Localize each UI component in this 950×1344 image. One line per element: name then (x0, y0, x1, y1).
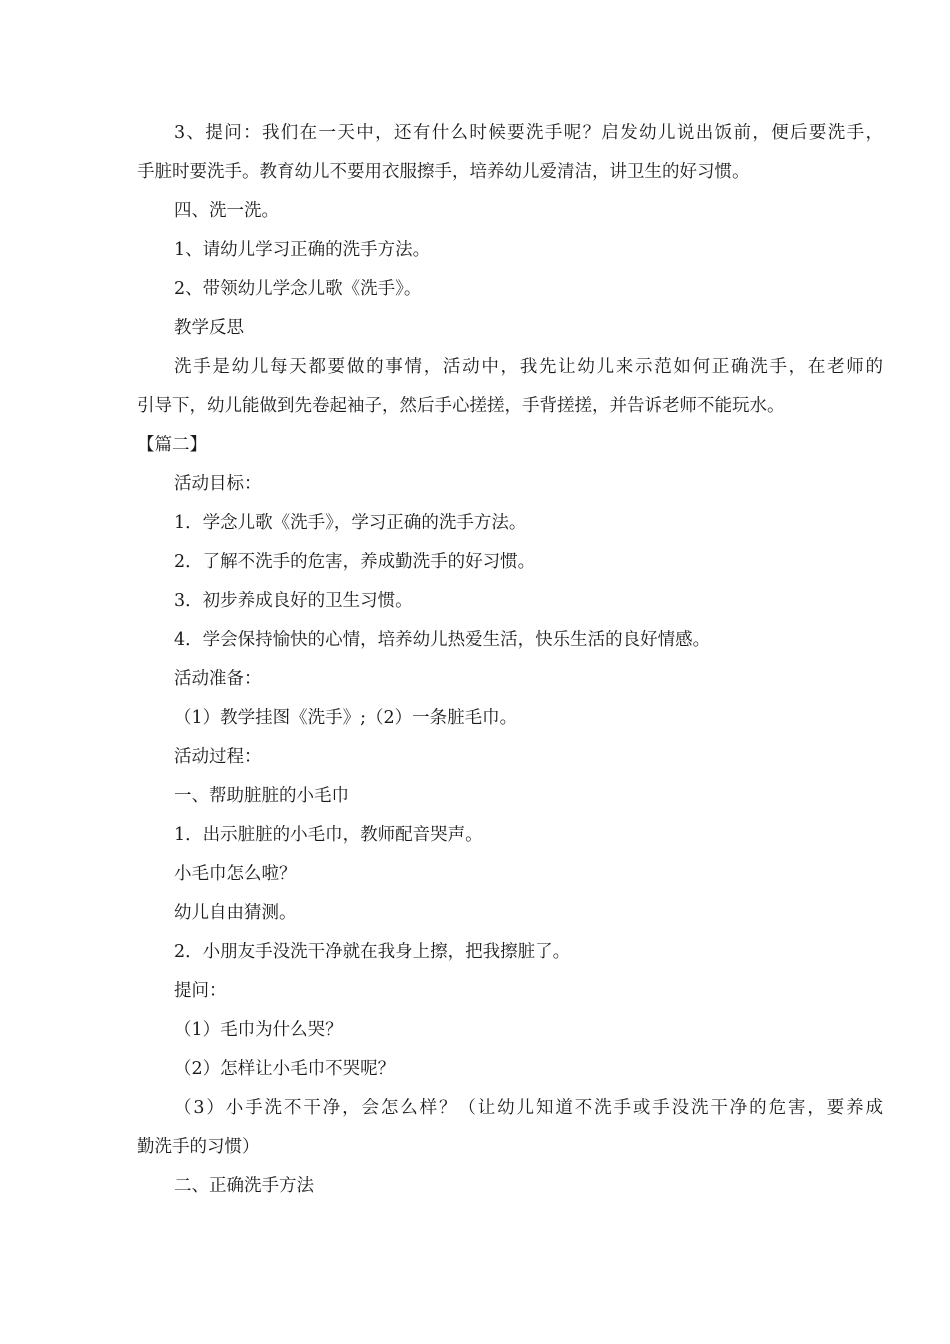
text-line: 2．小朋友手没洗干净就在我身上擦，把我擦脏了。 (174, 942, 571, 962)
text-line: 勤洗手的习惯） (137, 1137, 260, 1157)
text-line: 活动过程： (174, 747, 262, 767)
text-line: 引导下，幼儿能做到先卷起袖子，然后手心搓搓，手背搓搓，并告诉老师不能玩水。 (137, 396, 785, 416)
text-line: 二、正确洗手方法 (174, 1176, 314, 1196)
text-line: 提问： (174, 981, 227, 1001)
text-line: 活动准备： (174, 669, 262, 689)
text-line: 洗手是幼儿每天都要做的事情，活动中，我先让幼儿来示范如何正确洗手，在老师的 (174, 357, 883, 377)
text-line: 1．学念儿歌《洗手》，学习正确的洗手方法。 (174, 513, 527, 533)
text-line: （3）小手洗不干净，会怎么样？（让幼儿知道不洗手或手没洗干净的危害，要养成 (174, 1098, 883, 1118)
text-line: 活动目标： (174, 474, 262, 494)
text-line: 手脏时要洗手。教育幼儿不要用衣服擦手，培养幼儿爱清洁，讲卫生的好习惯。 (137, 162, 750, 182)
text-line: （2）怎样让小毛巾不哭呢？ (174, 1059, 396, 1079)
section-heading: 【篇二】 (137, 435, 207, 455)
text-line: 4．学会保持愉快的心情，培养幼儿热爱生活，快乐生活的良好情感。 (174, 630, 711, 650)
document-body (137, 114, 883, 1206)
text-line: 教学反思 (174, 318, 244, 338)
text-line: （1）教学挂图《洗手》;（2）一条脏毛巾。 (174, 708, 518, 728)
text-line: 3、提问：我们在一天中，还有什么时候要洗手呢？启发幼儿说出饭前，便后要洗手， (174, 123, 883, 143)
text-line: 一、帮助脏脏的小毛巾 (174, 786, 349, 806)
text-line: 小毛巾怎么啦？ (174, 864, 297, 884)
text-line: （1）毛巾为什么哭？ (174, 1020, 343, 1040)
text-line: 2、带领幼儿学念儿歌《洗手》。 (174, 279, 422, 299)
text-line: 2．了解不洗手的危害，养成勤洗手的好习惯。 (174, 552, 536, 572)
text-line: 1、请幼儿学习正确的洗手方法。 (174, 240, 431, 260)
text-line: 1．出示脏脏的小毛巾，教师配音哭声。 (174, 825, 483, 845)
text-line: 3．初步养成良好的卫生习惯。 (174, 591, 413, 611)
text-line: 幼儿自由猜测。 (174, 903, 297, 923)
text-line: 四、洗一洗。 (174, 201, 279, 221)
